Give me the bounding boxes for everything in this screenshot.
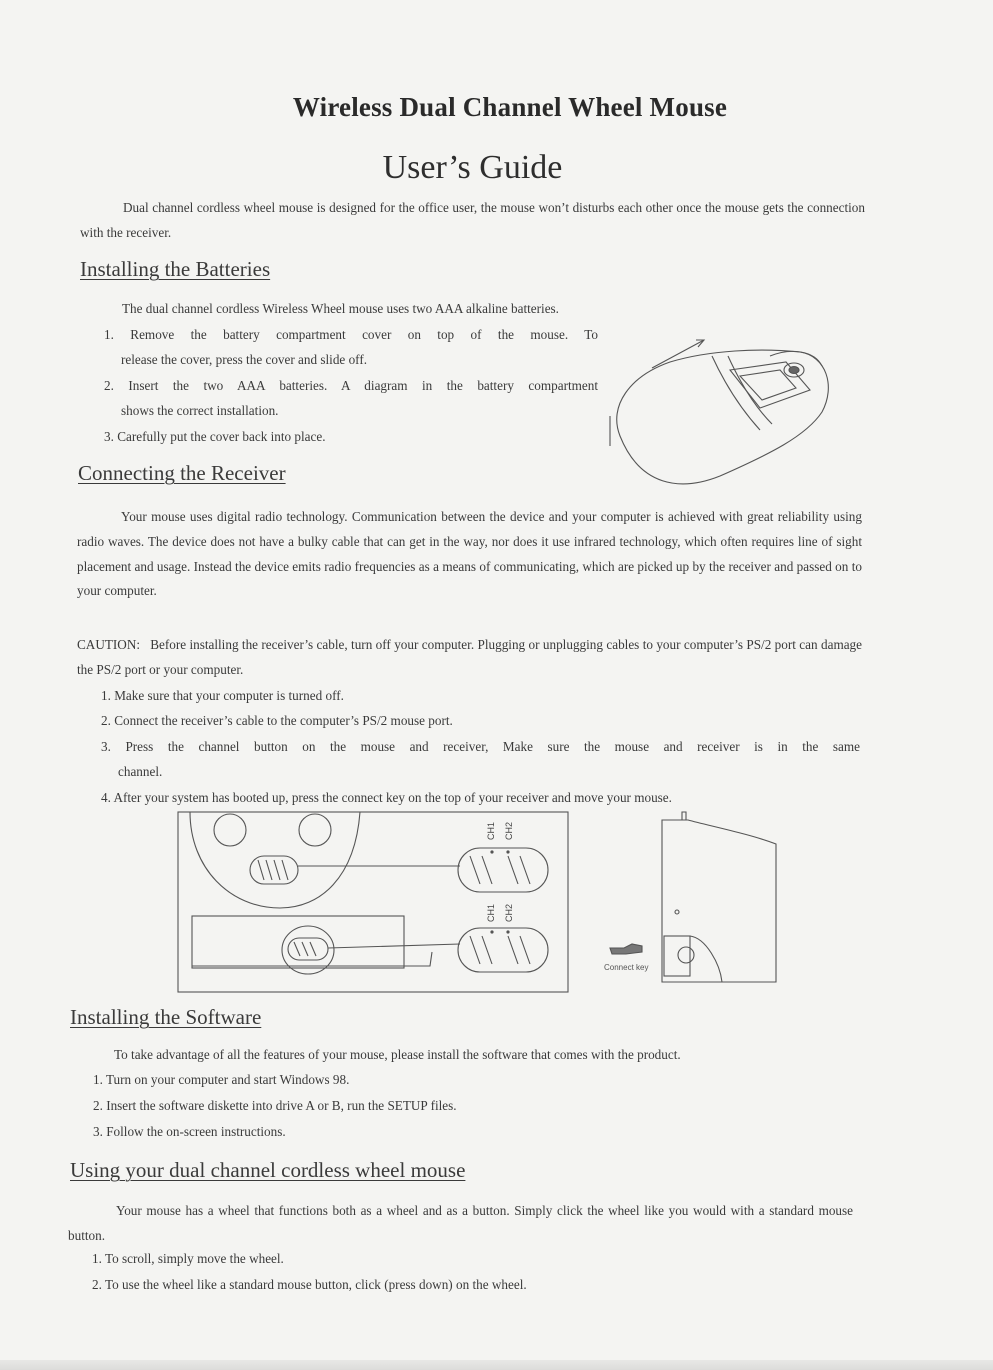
channel-switch-lower <box>458 928 548 972</box>
step-text-cont: release the cover, press the cover and slide off. <box>121 352 368 367</box>
receiver-channel-button <box>288 938 328 960</box>
step-number: 3. <box>104 429 114 444</box>
ch2-label-upper: CH2 <box>504 821 514 840</box>
step-text: Press the channel button on the mouse and receiver, Make sure the mouse and receiver is in the same <box>125 739 861 754</box>
list-item <box>101 739 860 755</box>
ch2-label-lower: CH2 <box>504 903 514 922</box>
list-item <box>93 1098 457 1114</box>
step-text-cont: channel. <box>118 764 163 779</box>
step-text: To use the wheel like a standard mouse button, click (press down) on the wheel. <box>104 1277 527 1292</box>
step-text: Make sure that your computer is turned off. <box>114 688 344 703</box>
list-item <box>101 713 453 729</box>
step-number: 2. <box>92 1277 102 1292</box>
channel-diagram <box>170 808 790 996</box>
connect-key-label: Connect key <box>604 963 649 972</box>
step-text: Carefully put the cover back into place. <box>117 429 326 444</box>
heading-installing-software: Installing the Software <box>70 1005 262 1029</box>
caution-text: Before installing the receiver’s cable, turn off your computer. Plugging or unplugging cables to your computer’s PS/2 port can damage the PS/2 port or your computer. <box>77 637 863 677</box>
arrow-line <box>652 340 704 368</box>
step-number: 2. <box>101 713 111 728</box>
receiver-unit <box>662 820 776 982</box>
list-item <box>101 790 672 806</box>
step-text: To scroll, simply move the wheel. <box>104 1251 284 1266</box>
mouse-top-view <box>190 812 360 908</box>
usage-paragraph: Your mouse has a wheel that functions both as a wheel and as a button. Simply click the wheel like you would with a standard mouse button. <box>68 1203 853 1243</box>
step-number: 1. <box>101 688 111 703</box>
step-number: 1. <box>104 327 114 342</box>
intro-paragraph: Dual channel cordless wheel mouse is designed for the office user, the mouse won’t disturbs each other once the mouse gets the connection with the receiver. <box>80 200 865 240</box>
ch1-label-upper: CH1 <box>486 821 496 840</box>
document-subtitle: User’s Guide <box>382 149 563 186</box>
step-number: 1. <box>92 1251 102 1266</box>
caution-paragraph <box>77 633 862 683</box>
heading-using-mouse: Using your dual channel cordless wheel mouse <box>70 1158 466 1182</box>
list-item <box>92 1251 284 1267</box>
receiver-paragraph: Your mouse uses digital radio technology. Communication between the device and your computer is achieved with great reliability using radio waves. The device does not have a bulky cable that can get in the way, nor does it use infrared technology, which often requires line of sight placement and usage. Instead the device emits radio frequencies as a means of communicating, which are picked up by the receiver and passed on to your computer. <box>77 509 862 599</box>
list-item <box>93 1124 286 1140</box>
mouse-battery-illustration <box>600 326 850 496</box>
batteries-intro: The dual channel cordless Wireless Wheel mouse uses two AAA alkaline batteries. <box>122 301 559 316</box>
heading-installing-batteries: Installing the Batteries <box>80 257 271 281</box>
list-item <box>104 429 326 445</box>
step-number: 4. <box>101 790 111 805</box>
caution-label: CAUTION: <box>77 637 141 652</box>
software-intro: To take advantage of all the features of your mouse, please install the software that comes with the product. <box>114 1047 681 1062</box>
step-text: Remove the battery compartment cover on top of the mouse. To <box>130 327 599 342</box>
list-item <box>93 1072 349 1088</box>
step-number: 2. <box>93 1098 103 1113</box>
ch1-label-lower: CH1 <box>486 903 496 922</box>
step-text: Turn on your computer and start Windows 98. <box>105 1072 350 1087</box>
scan-bottom-edge <box>0 1360 993 1370</box>
hand-pointer-icon <box>610 944 642 954</box>
list-item <box>101 688 344 704</box>
heading-connecting-receiver: Connecting the Receiver <box>78 461 286 485</box>
step-text: Connect the receiver’s cable to the computer’s PS/2 mouse port. <box>114 713 453 728</box>
step-number: 3. <box>93 1124 103 1139</box>
channel-switch-upper <box>458 848 548 892</box>
step-text: Follow the on-screen instructions. <box>106 1124 286 1139</box>
step-number: 1. <box>93 1072 103 1087</box>
step-text: Insert the software diskette into drive A or B, run the SETUP files. <box>106 1098 457 1113</box>
step-text: Insert the two AAA batteries. A diagram in the battery compartment <box>128 378 598 393</box>
step-number: 2. <box>104 378 114 393</box>
list-item <box>104 327 598 343</box>
list-item <box>92 1277 527 1293</box>
step-number: 3. <box>101 739 111 754</box>
step-text: After your system has booted up, press the connect key on the top of your receiver and move your mouse. <box>113 790 672 805</box>
step-text-cont: shows the correct installation. <box>121 403 279 418</box>
connect-key <box>664 936 690 976</box>
list-item <box>104 378 598 394</box>
document-title: Wireless Dual Channel Wheel Mouse <box>292 92 728 122</box>
